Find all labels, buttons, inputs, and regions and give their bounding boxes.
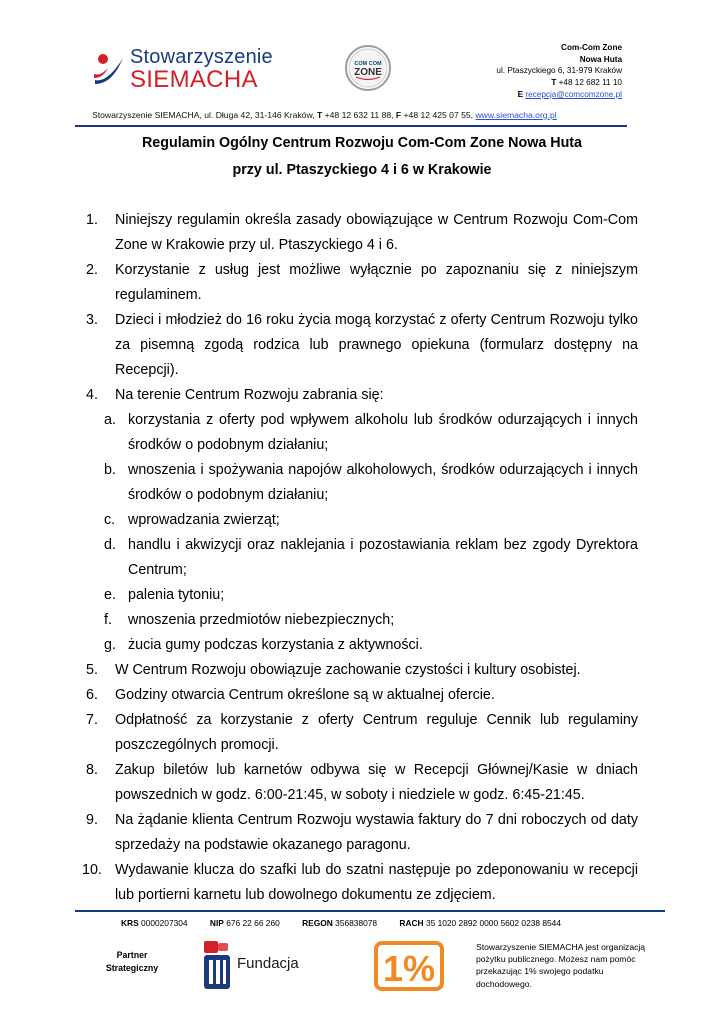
sub-letter: g. <box>104 637 116 653</box>
sub-text: wnoszenia przedmiotów niebezpiecznych; <box>128 612 395 628</box>
sub-text: handlu i akwizycji oraz naklejania i pozostawiania reklam bez zgody Dyrektora Centrum; <box>128 537 638 578</box>
contact-branch: Nowa Huta <box>579 54 622 64</box>
item-number: 3. <box>86 312 98 328</box>
item-text: Na żądanie klienta Centrum Rozwoju wystawia faktury do 7 dni roboczych od daty sprzedaży na podstawie okazanego paragonu. <box>115 812 638 853</box>
logo-line-2: SIEMACHA <box>130 66 258 93</box>
item-number: 9. <box>86 812 98 828</box>
website-link[interactable]: www.siemacha.org.pl <box>475 110 557 120</box>
list-item <box>86 683 638 708</box>
contact-email-row <box>496 89 622 101</box>
item-text: Zakup biletów lub karnetów odbywa się w Recepcji Głównej/Kasie w dniach powszednich w godz. 6:00-21:45, w soboty i niedziele w godz. 6:45-21:45. <box>115 762 638 803</box>
sub-item <box>86 408 638 458</box>
item-number: 2. <box>86 262 98 278</box>
comcom-bottom-text: ZONE <box>354 67 382 78</box>
sub-letter: e. <box>104 587 116 603</box>
sub-letter: d. <box>104 537 116 553</box>
partner-label <box>92 949 172 975</box>
contact-block <box>496 42 622 101</box>
sub-item <box>86 608 638 633</box>
org-phone: +48 12 632 11 88, <box>322 110 396 120</box>
item-text: Niniejszy regulamin określa zasady obowiązujące w Centrum Rozwoju Com-Com Zone w Krakowie przy ul. Ptaszyckiego 4 i 6. <box>115 212 638 253</box>
contact-name: Com-Com Zone <box>561 43 622 52</box>
sub-item <box>86 633 638 658</box>
org-t-label: T <box>316 110 323 120</box>
sub-item <box>86 458 638 508</box>
logo-line-1: Stowarzyszenie <box>130 46 273 68</box>
list-item <box>86 758 638 808</box>
donation-note: Stowarzyszenie SIEMACHA jest organizacją pożytku publicznego. Możesz nam pomóc przekazując 1% swojego podatku dochodowego. <box>476 942 646 989</box>
registration-line <box>121 918 581 928</box>
footer-divider <box>75 910 665 912</box>
krs: KRS 0000207304 <box>121 918 188 928</box>
list-item <box>86 383 638 408</box>
pko-fundacja-logo <box>203 941 303 991</box>
comcom-top-text: COM COM <box>354 61 382 67</box>
list-item <box>86 308 638 383</box>
sub-text: wprowadzania zwierząt; <box>128 512 280 528</box>
org-address-line <box>92 110 624 120</box>
siemacha-logo <box>92 44 282 94</box>
item-text: Na terenie Centrum Rozwoju zabrania się: <box>115 387 384 403</box>
item-text: Odpłatność za korzystanie z oferty Centrum reguluje Cennik lub regulaminy poszczególnych promocji. <box>115 712 638 753</box>
nip: NIP 676 22 66 260 <box>209 918 280 928</box>
item-number: 5. <box>86 662 98 678</box>
document-subtitle: przy ul. Ptaszyckiego 4 i 6 w Krakowie <box>232 162 492 178</box>
sub-text: żucia gumy podczas korzystania z aktywności. <box>128 637 423 653</box>
email-label: E <box>517 89 524 99</box>
org-fax: +48 12 425 07 55, <box>401 110 476 120</box>
pko-icon <box>203 941 233 991</box>
partner-line-2: Strategiczny <box>105 963 159 973</box>
item-number: 1. <box>86 212 98 228</box>
sub-letter: c. <box>104 512 116 528</box>
sub-text: palenia tytoniu; <box>128 587 225 603</box>
item-text: Korzystanie z usług jest możliwe wyłącznie po zapoznaniu się z niniejszym regulaminem. <box>115 262 638 303</box>
item-number: 4. <box>86 387 98 403</box>
item-number: 8. <box>86 762 98 778</box>
org-f-label: F <box>395 110 402 120</box>
org-address-text: Stowarzyszenie SIEMACHA, ul. Długa 42, 31-146 Kraków, <box>92 110 317 120</box>
contact-phone-row <box>496 77 622 89</box>
header-divider <box>75 125 627 127</box>
list-item <box>86 658 638 683</box>
sub-text: korzystania z oferty pod wpływem alkoholu lub środków odurzających i innych środków o podobnym działaniu; <box>128 412 638 453</box>
contact-email-link[interactable]: recepcja@comcomzone.pl <box>525 89 622 99</box>
contact-phone: +48 12 682 11 10 <box>558 78 622 88</box>
list-item <box>86 708 638 758</box>
list-item <box>86 258 638 308</box>
item-number: 10. <box>82 862 102 878</box>
contact-address: ul. Ptaszyckiego 6, 31-979 Kraków <box>496 66 622 76</box>
item-text: Wydawanie klucza do szafki lub do szatni następuje po zdeponowaniu w recepcji lub portierni karnetu lub dowolnego dokumentu ze zdjęciem. <box>115 862 638 903</box>
item-text: Godziny otwarcia Centrum określone są w aktualnej ofercie. <box>115 687 495 703</box>
sub-letter: f. <box>104 612 112 628</box>
item-text: W Centrum Rozwoju obowiązuje zachowanie czystości i kultury osobistej. <box>115 662 581 678</box>
comcom-zone-logo <box>344 44 392 92</box>
sub-letter: a. <box>104 412 116 428</box>
sub-item <box>86 583 638 608</box>
item-number: 7. <box>86 712 98 728</box>
one-percent-logo <box>374 941 444 991</box>
item-text: Dzieci i młodzież do 16 roku życia mogą korzystać z oferty Centrum Rozwoju tylko za pisemną zgodą rodzica lub prawnego opiekuna (formularz dostępny na Recepcji). <box>115 312 638 378</box>
list-item <box>86 808 638 858</box>
fundacja-text: Fundacja <box>237 955 299 972</box>
bank-account: RACH 35 1020 2892 0000 5602 0238 8544 <box>399 918 562 928</box>
sub-item <box>86 508 638 533</box>
sub-item <box>86 533 638 583</box>
sub-letter: b. <box>104 462 116 478</box>
siemacha-mark-icon <box>92 50 126 90</box>
regon: REGON 356838078 <box>302 918 378 928</box>
sub-text: wnoszenia i spożywania napojów alkoholowych, środków odurzających i innych środków o podobnym działaniu; <box>128 462 638 503</box>
regulations-list <box>82 208 638 908</box>
partner-line-1: Partner <box>116 950 148 960</box>
list-item <box>86 208 638 258</box>
one-percent-text: 1% <box>382 948 436 989</box>
list-item <box>82 858 638 908</box>
item-number: 6. <box>86 687 98 703</box>
document-title: Regulamin Ogólny Centrum Rozwoju Com-Com Zone Nowa Huta <box>141 135 583 151</box>
phone-label: T <box>551 78 557 88</box>
